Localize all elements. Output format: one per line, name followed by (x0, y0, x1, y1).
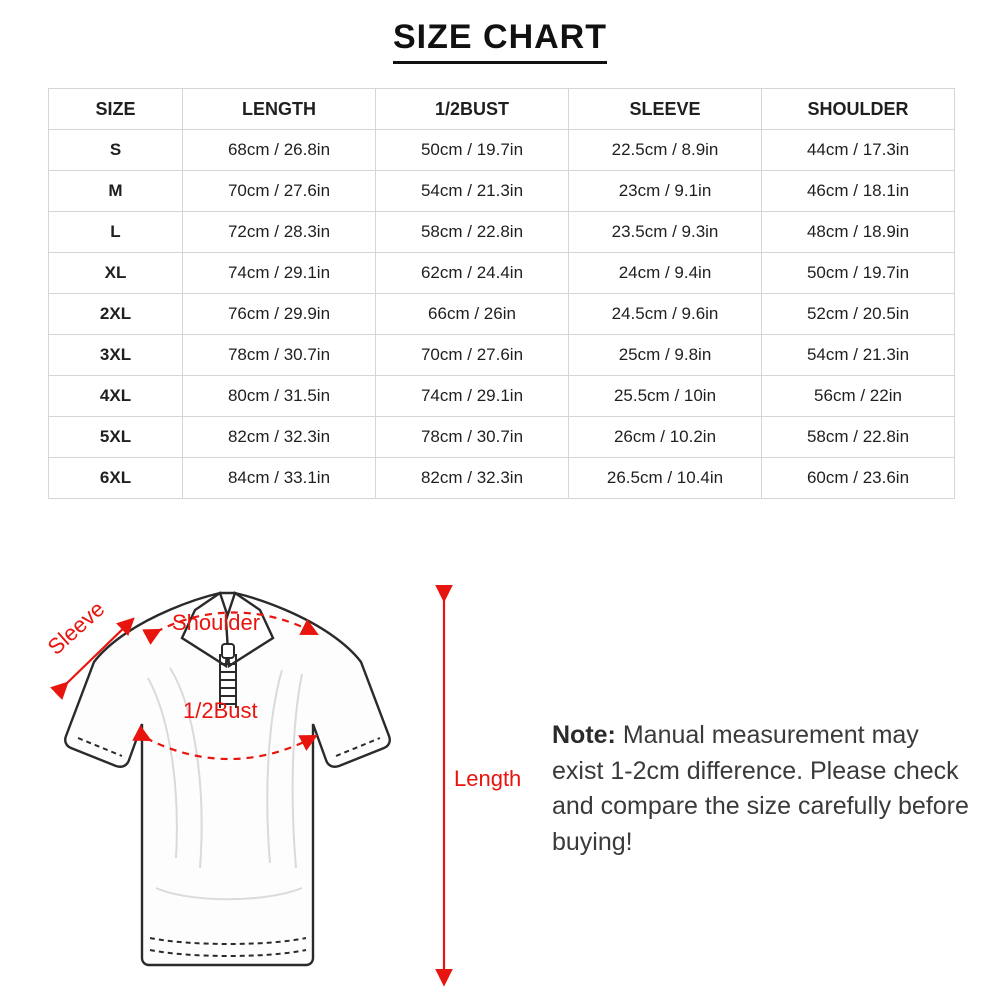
column-header-length: LENGTH (183, 89, 376, 130)
table-row (49, 130, 955, 171)
cell-size: S (49, 130, 183, 171)
cell-shoulder: 44cm / 17.3in (762, 130, 955, 171)
cell-sleeve: 25.5cm / 10in (569, 376, 762, 417)
cell-length: 72cm / 28.3in (183, 212, 376, 253)
cell-shoulder: 50cm / 19.7in (762, 253, 955, 294)
cell-sleeve: 23cm / 9.1in (569, 171, 762, 212)
cell-shoulder: 52cm / 20.5in (762, 294, 955, 335)
cell-size: 3XL (49, 335, 183, 376)
cell-shoulder: 48cm / 18.9in (762, 212, 955, 253)
cell-halfbust: 70cm / 27.6in (376, 335, 569, 376)
cell-halfbust: 50cm / 19.7in (376, 130, 569, 171)
cell-size: 5XL (49, 417, 183, 458)
size-chart-table-container (48, 88, 954, 499)
page-title: SIZE CHART (393, 18, 607, 64)
cell-size: XL (49, 253, 183, 294)
table-row (49, 458, 955, 499)
cell-sleeve: 26cm / 10.2in (569, 417, 762, 458)
cell-sleeve: 22.5cm / 8.9in (569, 130, 762, 171)
note-text: Manual measurement may exist 1-2cm difference. Please check and compare the size carefully before buying! (552, 721, 969, 856)
cell-shoulder: 54cm / 21.3in (762, 335, 955, 376)
cell-sleeve: 23.5cm / 9.3in (569, 212, 762, 253)
cell-halfbust: 54cm / 21.3in (376, 171, 569, 212)
cell-size: L (49, 212, 183, 253)
cell-length: 68cm / 26.8in (183, 130, 376, 171)
cell-halfbust: 58cm / 22.8in (376, 212, 569, 253)
cell-length: 78cm / 30.7in (183, 335, 376, 376)
cell-shoulder: 58cm / 22.8in (762, 417, 955, 458)
cell-shoulder: 56cm / 22in (762, 376, 955, 417)
label-halfbust: 1/2Bust (183, 698, 258, 723)
cell-sleeve: 24cm / 9.4in (569, 253, 762, 294)
cell-halfbust: 62cm / 24.4in (376, 253, 569, 294)
cell-sleeve: 24.5cm / 9.6in (569, 294, 762, 335)
column-header-size: SIZE (49, 89, 183, 130)
table-row (49, 212, 955, 253)
label-length: Length (454, 766, 522, 791)
table-header-row (49, 89, 955, 130)
cell-sleeve: 26.5cm / 10.4in (569, 458, 762, 499)
label-shoulder: Shoulder (172, 610, 261, 635)
cell-length: 74cm / 29.1in (183, 253, 376, 294)
column-header-shoulder: SHOULDER (762, 89, 955, 130)
cell-sleeve: 25cm / 9.8in (569, 335, 762, 376)
cell-halfbust: 78cm / 30.7in (376, 417, 569, 458)
cell-length: 70cm / 27.6in (183, 171, 376, 212)
column-header-halfbust: 1/2BUST (376, 89, 569, 130)
cell-length: 76cm / 29.9in (183, 294, 376, 335)
table-row (49, 253, 955, 294)
note-block (552, 718, 972, 860)
label-sleeve: Sleeve (42, 596, 110, 660)
cell-size: 4XL (49, 376, 183, 417)
page-title-container (0, 18, 1000, 64)
table-row (49, 294, 955, 335)
cell-halfbust: 74cm / 29.1in (376, 376, 569, 417)
column-header-sleeve: SLEEVE (569, 89, 762, 130)
note-label: Note: (552, 721, 616, 749)
cell-shoulder: 46cm / 18.1in (762, 171, 955, 212)
cell-size: 6XL (49, 458, 183, 499)
table-row (49, 335, 955, 376)
garment-diagram (30, 558, 550, 988)
table-row (49, 417, 955, 458)
cell-size: M (49, 171, 183, 212)
cell-size: 2XL (49, 294, 183, 335)
cell-length: 84cm / 33.1in (183, 458, 376, 499)
table-row (49, 376, 955, 417)
cell-halfbust: 66cm / 26in (376, 294, 569, 335)
cell-shoulder: 60cm / 23.6in (762, 458, 955, 499)
cell-length: 82cm / 32.3in (183, 417, 376, 458)
size-chart-table (48, 88, 955, 499)
table-row (49, 171, 955, 212)
cell-length: 80cm / 31.5in (183, 376, 376, 417)
cell-halfbust: 82cm / 32.3in (376, 458, 569, 499)
